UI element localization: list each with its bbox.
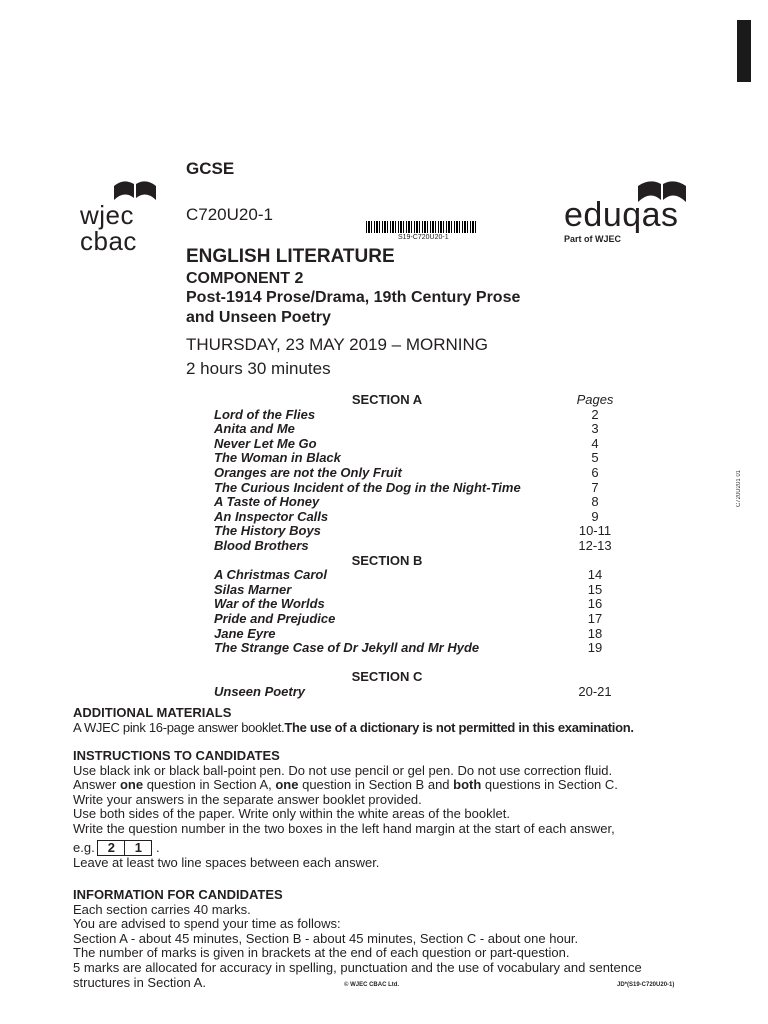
toc-row [214, 597, 630, 612]
example-box-2: 1 [124, 840, 152, 857]
instruction-line [73, 778, 713, 793]
contents-table [214, 393, 630, 699]
section-b-heading-row [214, 554, 630, 569]
toc-title: Anita and Me [214, 421, 295, 437]
book-icon [110, 180, 160, 202]
toc-pages: 12-13 [578, 537, 612, 553]
barcode-text: S19-C720U20-1 [398, 234, 449, 241]
additional-materials-text [73, 721, 713, 736]
instruction-text: question in Section B and [298, 777, 454, 793]
toc-title: Jane Eyre [214, 625, 276, 641]
paper-code: C720U20-1 [186, 205, 273, 224]
toc-pages: 20-21 [578, 683, 612, 699]
information-line: 5 marks are allocated for accuracy in spelling, punctuation and the use of vocabulary and sentence [73, 959, 642, 975]
toc-row [214, 627, 630, 642]
corner-registration-mark [737, 20, 751, 82]
toc-pages: 16 [587, 596, 603, 612]
information-line: You are advised to spend your time as follows: [73, 916, 341, 932]
toc-title: The Strange Case of Dr Jekyll and Mr Hyde [214, 640, 480, 656]
section-c-heading-row [214, 670, 630, 685]
toc-row [214, 422, 630, 437]
toc-pages: 17 [587, 610, 603, 626]
toc-pages: 5 [591, 450, 599, 466]
toc-pages: 6 [591, 464, 599, 480]
toc-row [214, 568, 630, 583]
exam-duration: 2 hours 30 minutes [186, 359, 331, 378]
toc-pages: 4 [591, 435, 599, 451]
subject-title: ENGLISH LITERATURE [186, 246, 395, 267]
toc-title: Silas Marner [214, 581, 292, 597]
section-b-heading: SECTION B [351, 552, 423, 568]
toc-row [214, 466, 630, 481]
information-line: Section A - about 45 minutes, Section B - about 45 minutes, Section C - about one hour. [73, 930, 579, 946]
wjec-logo [80, 180, 170, 254]
information-heading: INFORMATION FOR CANDIDATES [73, 887, 283, 902]
information [73, 888, 713, 990]
instructions-heading: INSTRUCTIONS TO CANDIDATES [73, 748, 280, 763]
toc-title: The Woman in Black [214, 450, 341, 466]
toc-pages: 2 [591, 406, 599, 422]
spacer-row [214, 656, 630, 671]
side-paper-code: C720U201 01 [736, 470, 742, 508]
toc-row [214, 539, 630, 554]
toc-row [214, 524, 630, 539]
toc-row [214, 685, 630, 700]
additional-materials [73, 706, 713, 735]
toc-title: Oranges are not the Only Fruit [214, 464, 402, 480]
toc-title: Unseen Poetry [214, 683, 306, 699]
toc-row [214, 437, 630, 452]
additional-materials-heading: ADDITIONAL MATERIALS [73, 705, 232, 720]
section-a-heading: SECTION A [351, 392, 423, 407]
paper-reference: JD*(S19-C720U20-1) [617, 982, 675, 988]
instruction-line: Leave at least two line spaces between each answer. [73, 855, 380, 871]
toc-pages: 7 [591, 479, 599, 495]
eduqas-logo-name: eduqas [564, 196, 679, 234]
subtitle-line2: and Unseen Poetry [186, 309, 331, 326]
toc-pages: 3 [591, 421, 599, 437]
instruction-line: Write the question number in the two boxes in the left hand margin at the start of each answer, [73, 820, 615, 836]
instruction-text: questions in Section C. [481, 777, 618, 793]
instruction-line: Write your answers in the separate answer booklet provided. [73, 791, 422, 807]
toc-title: The Curious Incident of the Dog in the Night-Time [214, 479, 521, 495]
exam-date: THURSDAY, 23 MAY 2019 – MORNING [186, 335, 489, 354]
toc-title: An Inspector Calls [214, 508, 329, 524]
example-label: e.g. [73, 839, 95, 855]
materials-text: A WJEC pink 16-page answer booklet. [73, 719, 285, 735]
wjec-logo-line2: cbac [80, 226, 137, 256]
materials-bold-text: The use of a dictionary is not permitted in this examination. [284, 719, 634, 735]
copyright: © WJEC CBAC Ltd. [344, 982, 400, 988]
eduqas-logo [564, 180, 694, 244]
toc-title: The History Boys [214, 523, 321, 539]
subtitle-line1: Post-1914 Prose/Drama, 19th Century Prose [186, 289, 521, 306]
toc-row [214, 510, 630, 525]
wjec-logo-line1: wjec [80, 200, 135, 230]
information-line: The number of marks is given in brackets at the end of each question or part-question. [73, 945, 570, 961]
toc-title: Lord of the Flies [214, 406, 316, 422]
toc-pages: 18 [587, 625, 603, 641]
section-c-heading: SECTION C [351, 669, 423, 685]
example-box-1: 2 [97, 840, 125, 857]
information-line: structures in Section A. [73, 974, 206, 990]
toc-row [214, 612, 630, 627]
toc-title: Never Let Me Go [214, 435, 317, 451]
instruction-line: Use black ink or black ball-point pen. Do not use pencil or gel pen. Do not use correction fluid. [73, 762, 613, 778]
toc-title: A Taste of Honey [214, 494, 320, 510]
toc-row [214, 495, 630, 510]
toc-row [214, 451, 630, 466]
qualification: GCSE [186, 159, 235, 178]
toc-title: Blood Brothers [214, 537, 309, 553]
instruction-text: question in Section A, [143, 777, 276, 793]
toc-row [214, 408, 630, 423]
toc-pages: 8 [591, 494, 599, 510]
pages-heading: Pages [576, 392, 614, 407]
example-boxes [73, 840, 713, 857]
component-title: COMPONENT 2 [186, 270, 304, 287]
eduqas-logo-sub: Part of WJEC [564, 234, 622, 244]
instruction-emphasis: one [275, 777, 299, 793]
toc-title: Pride and Prejudice [214, 610, 336, 626]
section-a-heading-row [214, 393, 630, 408]
barcode [366, 221, 478, 233]
toc-pages: 15 [587, 581, 603, 597]
toc-pages: 10-11 [578, 523, 612, 539]
information-line: Each section carries 40 marks. [73, 901, 251, 917]
instruction-line: Use both sides of the paper. Write only within the white areas of the booklet. [73, 806, 510, 822]
instructions [73, 749, 713, 871]
example-end: . [155, 839, 160, 855]
instruction-emphasis: one [119, 777, 144, 793]
toc-pages: 9 [591, 508, 599, 524]
toc-title: A Christmas Carol [214, 567, 327, 583]
toc-row [214, 641, 630, 656]
toc-row [214, 583, 630, 598]
instruction-text: Answer [73, 777, 120, 793]
toc-title: War of the Worlds [214, 596, 325, 612]
toc-row [214, 481, 630, 496]
instruction-emphasis: both [453, 777, 482, 793]
toc-pages: 14 [587, 567, 603, 583]
toc-pages: 19 [587, 640, 603, 656]
